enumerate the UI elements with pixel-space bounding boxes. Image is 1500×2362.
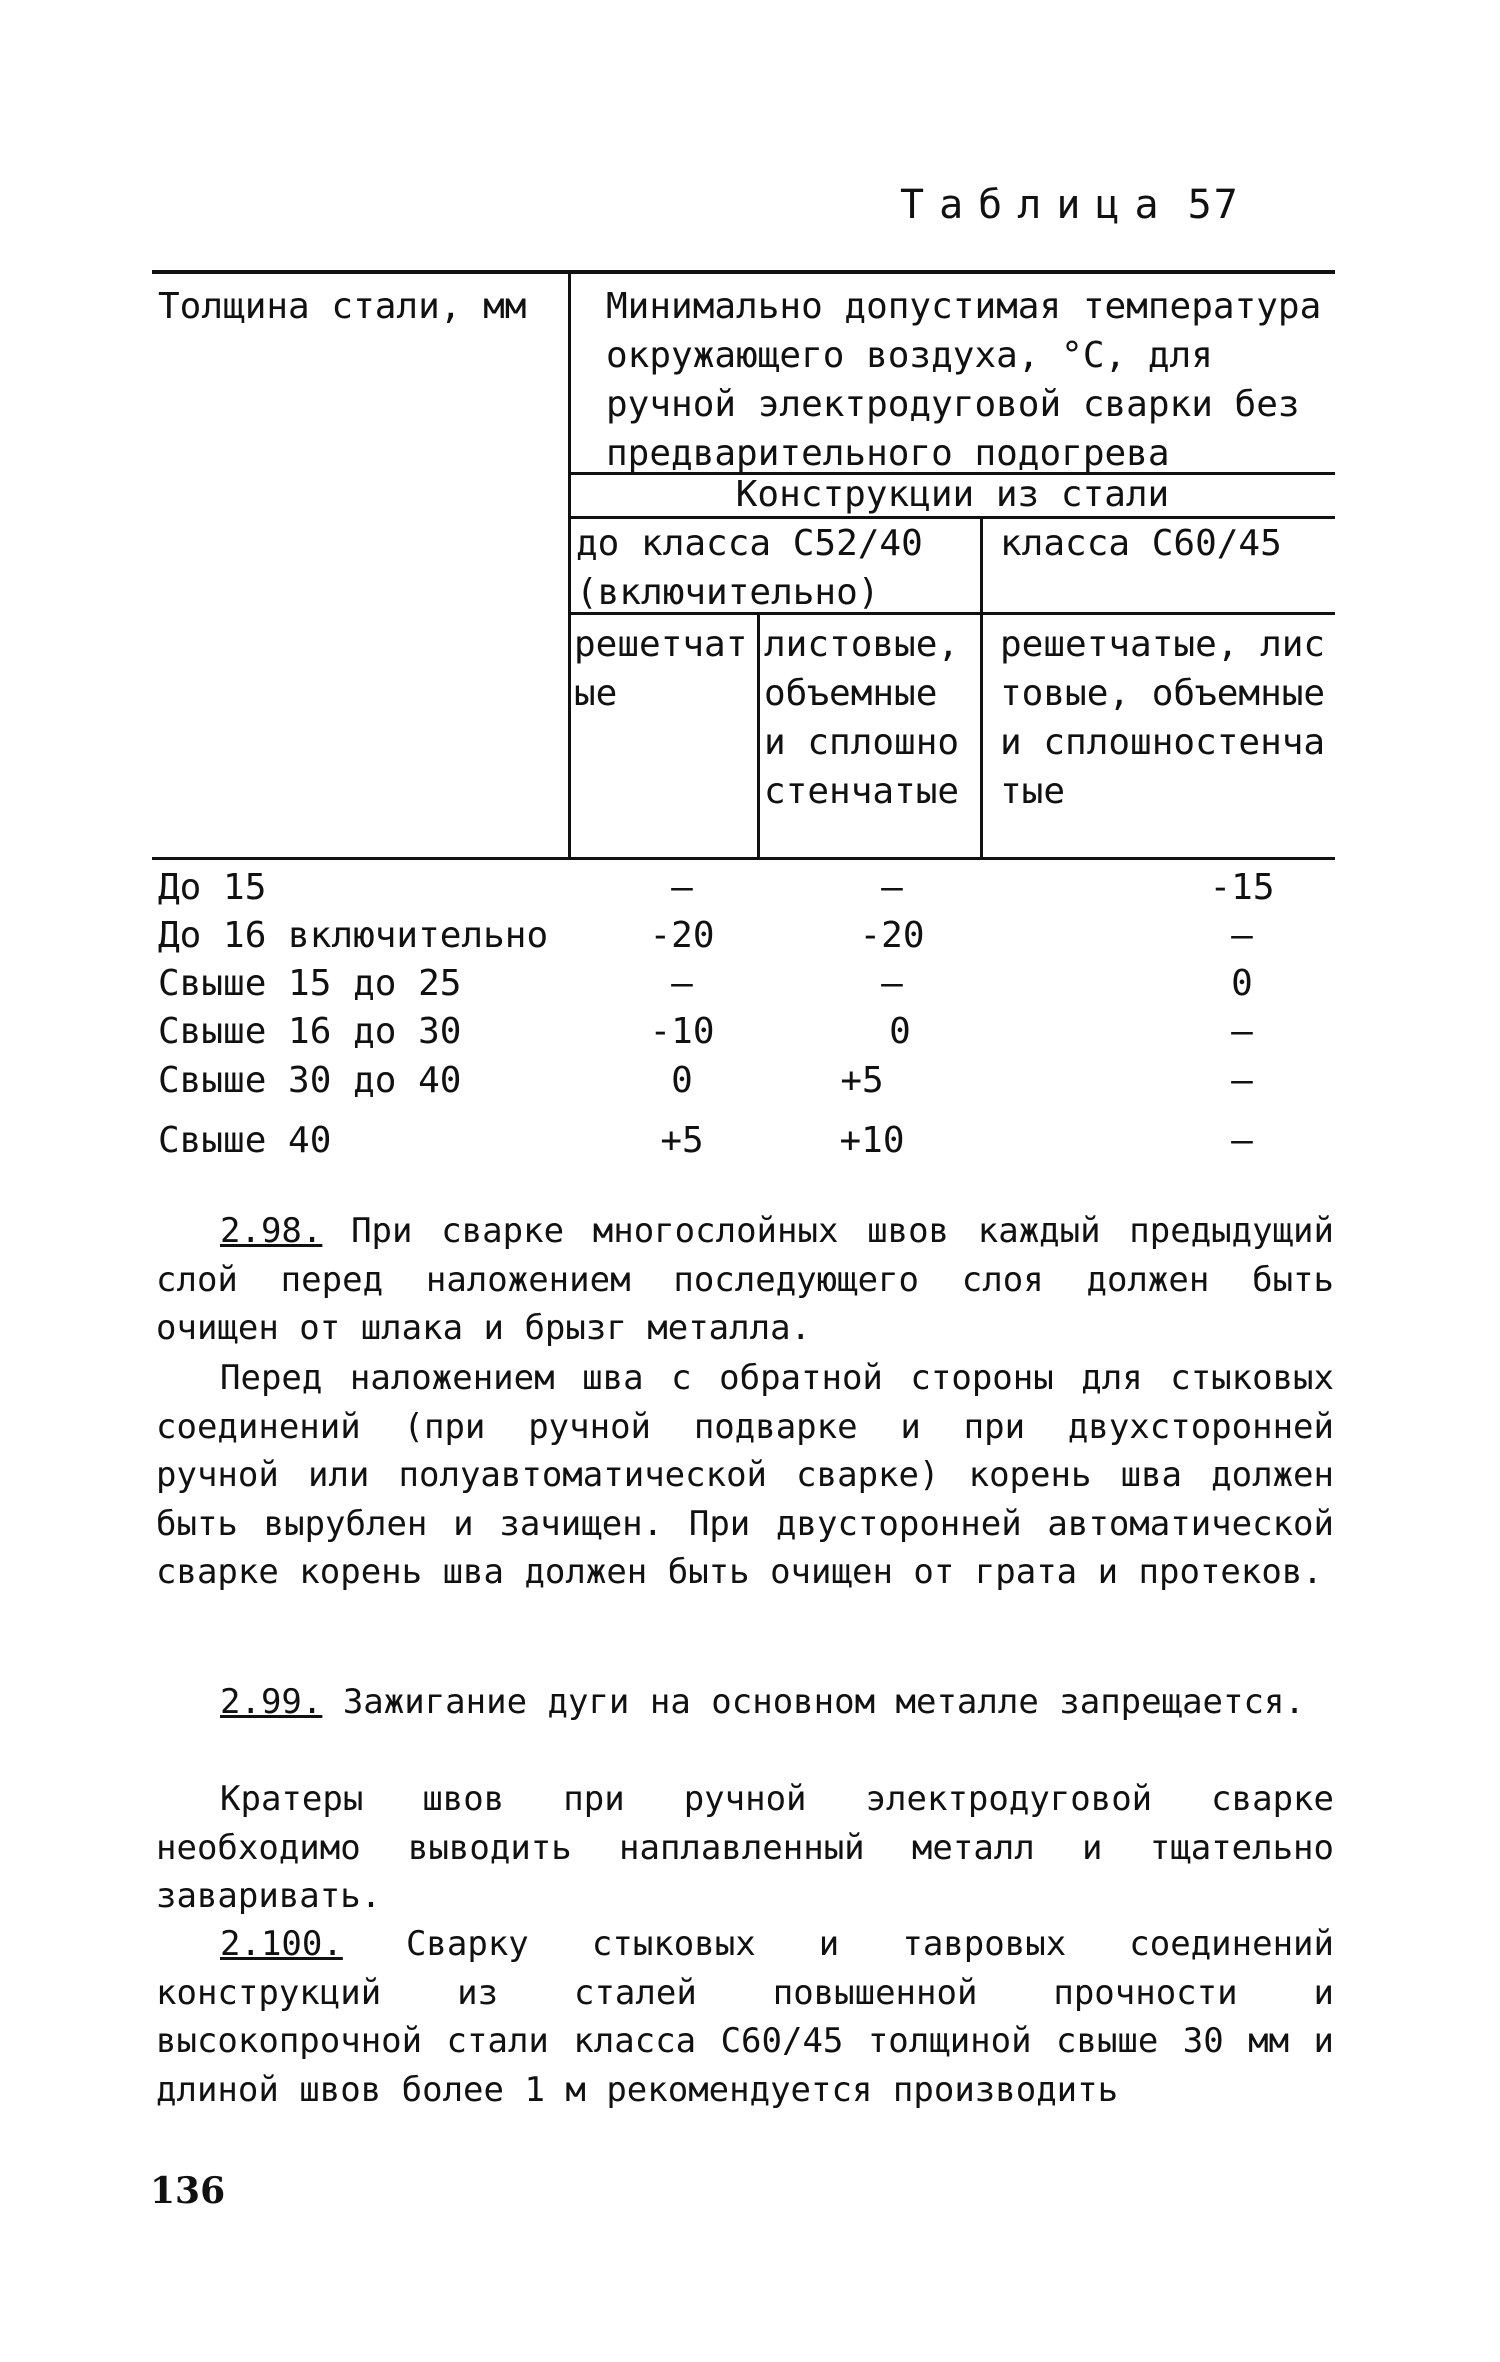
table-caption bbox=[900, 182, 1300, 228]
paragraph-craters bbox=[156, 1775, 1334, 1921]
row-label: Свыше 16 до 30 bbox=[158, 1011, 462, 1052]
paragraph-text: Кратеры швов при ручной электродуговой сварке необходимо выводить наплавленный металл и тщательно заваривать. bbox=[156, 1779, 1334, 1916]
row-lattice-value: – bbox=[671, 963, 693, 1004]
row-lattice-value: – bbox=[671, 867, 693, 908]
page-number: 136 bbox=[150, 2170, 226, 2212]
header-structures: Конструкции из стали bbox=[735, 474, 1170, 515]
table-header-bottom-rule bbox=[152, 857, 1335, 860]
section-number-2-99: 2.99. bbox=[220, 1682, 323, 1722]
row-label: До 15 bbox=[158, 867, 267, 908]
table-caption-number: 57 bbox=[1187, 182, 1240, 228]
paragraph-back-side-welding bbox=[156, 1354, 1334, 1597]
row-lattice-value: -20 bbox=[649, 915, 715, 956]
row-lattice-value: +5 bbox=[660, 1120, 704, 1161]
paragraph-text: Перед наложением шва с обратной стороны для стыковых соединений (при ручной подварке и при двухсторонней ручной или полуавтоматической сварке) корень шва должен быть вырублен и зачищен. При двусторонней автоматической сварке корень шва должен быть очищен от грата и протеков. bbox=[156, 1358, 1334, 1592]
paragraph-text: Зажигание дуги на основном металле запрещается. bbox=[322, 1682, 1305, 1722]
row-sheet-value: 0 bbox=[889, 1011, 911, 1052]
row-label: Свыше 15 до 25 bbox=[158, 963, 462, 1004]
header-temperature-title: Минимально допустимая температура окружающего воздуха, °С, для ручной электродуговой сварки без предварительного подогрева bbox=[606, 286, 1322, 474]
class-divider bbox=[980, 518, 983, 859]
row-sheet-value: -20 bbox=[859, 915, 925, 956]
row-lattice-value: -10 bbox=[649, 1011, 715, 1052]
row-sheet-value: +10 bbox=[839, 1120, 905, 1161]
paragraph-2-100 bbox=[156, 1920, 1334, 2114]
header-thickness: Толщина стали, мм bbox=[158, 286, 527, 327]
row-sheet-value: +5 bbox=[840, 1060, 884, 1101]
row-sheet-value: – bbox=[881, 963, 903, 1004]
row-label: Свыше 30 до 40 bbox=[158, 1060, 462, 1101]
section-number-2-100: 2.100. bbox=[220, 1924, 343, 1964]
header-class-low: до класса С52/40 (включительно) bbox=[576, 523, 923, 613]
row-label: Свыше 40 bbox=[158, 1120, 332, 1161]
row-high-value: – bbox=[1231, 1060, 1253, 1101]
row-high-value: 0 bbox=[1231, 963, 1253, 1004]
header-class-high: класса С60/45 bbox=[1000, 523, 1282, 564]
row-high-value: – bbox=[1231, 915, 1253, 956]
row-high-value: -15 bbox=[1209, 867, 1275, 908]
section-number-2-98: 2.98. bbox=[220, 1211, 323, 1251]
table-top-rule bbox=[152, 270, 1335, 274]
row-high-value: – bbox=[1231, 1011, 1253, 1052]
header-sub-sheet: листовые, объемные и сплошностенчатые bbox=[764, 624, 960, 812]
paragraph-text: Сварку стыковых и тавровых соединений конструкций из сталей повышенной прочности и высокопрочной стали класса С60/45 толщиной свыше 30 мм и длиной швов более 1 м рекомендуется производить bbox=[156, 1924, 1334, 2110]
paragraph-2-98 bbox=[156, 1207, 1334, 1353]
header-sub-all: решетчатые, листовые, объемные и сплошностенчатые bbox=[1000, 624, 1326, 812]
row-lattice-value: 0 bbox=[671, 1060, 693, 1101]
row-label: До 16 включительно bbox=[158, 915, 549, 956]
paragraph-text: При сварке многослойных швов каждый предыдущий слой перед наложением последующего слоя должен быть очищен от шлака и брызг металла. bbox=[156, 1211, 1334, 1348]
row-sheet-value: – bbox=[881, 867, 903, 908]
row-high-value: – bbox=[1231, 1120, 1253, 1161]
table-caption-word: Таблица bbox=[900, 182, 1174, 228]
paragraph-2-99 bbox=[156, 1678, 1334, 1727]
header-sub-lattice: решетчатые bbox=[574, 624, 748, 714]
subtype-divider bbox=[757, 614, 760, 859]
table-header-divider bbox=[568, 274, 571, 859]
